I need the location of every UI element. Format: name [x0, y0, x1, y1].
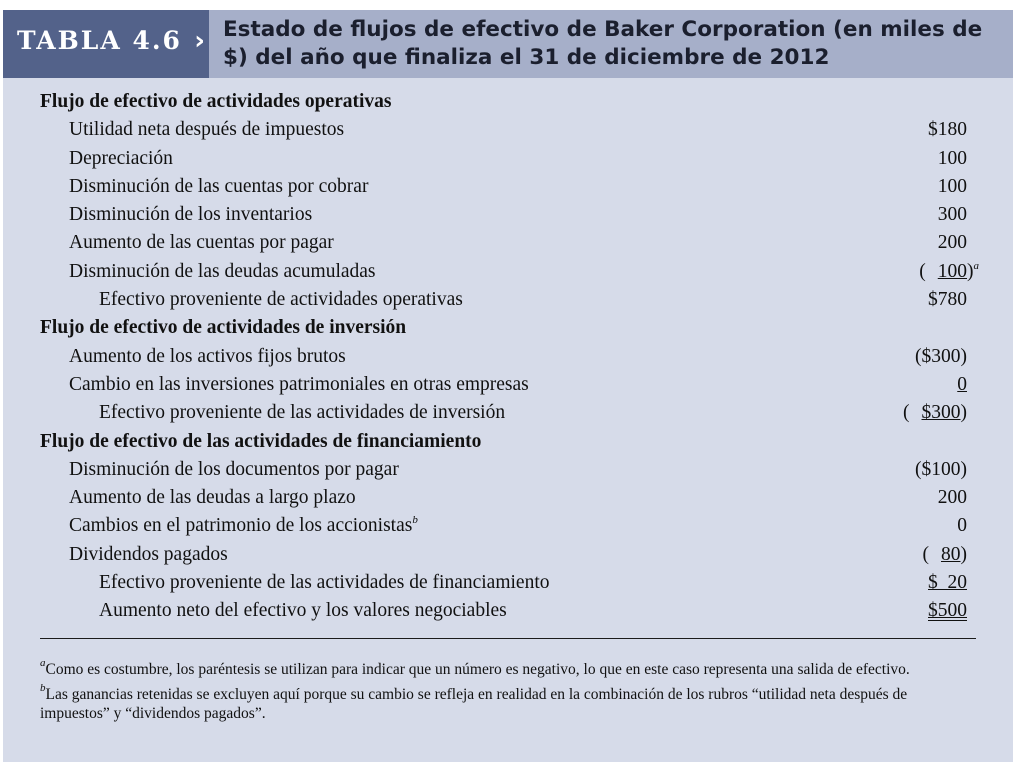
value-part: (: [922, 543, 929, 565]
table-row: [3, 343, 1013, 371]
row-label: [69, 343, 346, 371]
value-part: 200: [937, 232, 967, 254]
table-row: [3, 371, 1013, 399]
footnote-marker: a: [40, 657, 46, 669]
row-value: [928, 286, 967, 314]
value-part: 0: [957, 515, 967, 537]
row-label-text: Disminución de las cuentas por cobrar: [69, 175, 369, 197]
row-label-text: Cambios en el patrimonio de los accionistas: [69, 515, 413, 537]
value-part: $300: [921, 402, 961, 424]
value-part: 0: [957, 373, 967, 395]
footnote-text: Como es costumbre, los paréntesis se utilizan para indicar que un número es negativo, lo que en este caso representa una salida de efectivo.: [45, 661, 910, 678]
row-label: [99, 597, 507, 625]
cash-flow-rows: [3, 88, 1013, 626]
value-part: ($100): [915, 458, 967, 480]
row-label: [99, 569, 549, 597]
row-value: [903, 399, 967, 427]
row-value: [938, 484, 967, 512]
table-page: [3, 10, 1013, 762]
row-label-text: Aumento de las deudas a largo plazo: [69, 487, 356, 509]
row-label: [99, 286, 463, 314]
row-label: [99, 399, 505, 427]
row-value: [938, 201, 967, 229]
row-label-text: Cambio en las inversiones patrimoniales en otras empresas: [69, 373, 529, 395]
row-label: [40, 88, 392, 116]
value-part: (: [919, 260, 926, 282]
value-part: ($300): [915, 345, 967, 367]
table-row: [3, 484, 1013, 512]
row-label: [69, 116, 344, 144]
subtotal-row: [3, 597, 1013, 625]
row-label-text: Disminución de las deudas acumuladas: [69, 260, 376, 282]
value-part: (: [903, 402, 910, 424]
row-value: [915, 456, 967, 484]
value-part: 100: [937, 175, 967, 197]
value-part: ): [960, 543, 967, 565]
row-label-text: Depreciación: [69, 147, 173, 169]
value-part: $180: [928, 119, 967, 141]
table-row: [3, 201, 1013, 229]
footnote: [40, 682, 970, 723]
table-row: [3, 229, 1013, 257]
table-number: TABLA 4.6: [17, 26, 182, 55]
table-row: [3, 541, 1013, 569]
row-label: [69, 258, 376, 286]
row-label-text: Aumento neto del efectivo y los valores negociables: [99, 600, 507, 622]
row-label-text: Aumento de los activos fijos brutos: [69, 345, 346, 367]
value-part: 100: [937, 147, 967, 169]
subtotal-row: [3, 399, 1013, 427]
row-label: [69, 456, 399, 484]
row-label: [40, 314, 406, 342]
row-value: [919, 258, 979, 286]
table-row: [3, 258, 1013, 286]
row-label: [69, 541, 228, 569]
row-label: [69, 484, 356, 512]
row-label-text: Dividendos pagados: [69, 543, 228, 565]
row-label: [69, 145, 173, 173]
row-label-text: Utilidad neta después de impuestos: [69, 119, 345, 141]
footnote: [40, 657, 970, 679]
value-part: 300: [937, 204, 967, 226]
footnote-marker: b: [412, 514, 418, 527]
table-row: [3, 456, 1013, 484]
row-label: [69, 173, 368, 201]
row-label: [40, 428, 481, 456]
chevron-right-icon: ›: [194, 26, 205, 56]
footnotes: [40, 657, 970, 729]
table-row: [3, 512, 1013, 540]
value-part: ): [967, 260, 974, 282]
value-part: $780: [928, 289, 967, 311]
row-value: [938, 229, 967, 257]
subtotal-row: [3, 286, 1013, 314]
row-label-text: Efectivo proveniente de las actividades de inversión: [99, 402, 506, 424]
row-value: [923, 541, 968, 569]
footnote-marker: b: [40, 682, 46, 694]
footnote-divider: [40, 638, 976, 639]
row-label: [69, 229, 334, 257]
row-value: [938, 145, 967, 173]
row-value: [915, 343, 967, 371]
row-label: [69, 201, 312, 229]
row-label: [69, 371, 529, 399]
section-heading-row: [3, 428, 1013, 456]
value-part: 80: [941, 543, 961, 565]
value-part: $ 20: [928, 572, 967, 594]
row-value: [928, 116, 967, 144]
table-row: [3, 173, 1013, 201]
row-value: [928, 569, 967, 597]
row-value: [938, 173, 967, 201]
table-tag: [3, 10, 209, 78]
title-box: [209, 10, 1013, 78]
table-row: [3, 116, 1013, 144]
value-part: ): [960, 402, 967, 424]
footnote-text: Las ganancias retenidas se excluyen aquí porque su cambio se refleja en realidad en la combinación de los rubros “utilidad neta después de impuestos” y “dividendos pagados”.: [40, 686, 908, 722]
row-label-text: Disminución de los inventarios: [69, 204, 313, 226]
row-value: [921, 371, 967, 399]
row-label-text: Flujo de efectivo de actividades operativas: [40, 91, 392, 112]
value-part: $500: [928, 600, 967, 622]
row-value: [928, 597, 967, 625]
section-heading-row: [3, 314, 1013, 342]
row-label-text: Flujo de efectivo de las actividades de financiamiento: [40, 430, 482, 452]
row-label-text: Efectivo proveniente de actividades operativas: [99, 289, 463, 311]
table-row: [3, 145, 1013, 173]
row-label-text: Efectivo proveniente de las actividades de financiamiento: [99, 572, 550, 594]
subtotal-row: [3, 569, 1013, 597]
row-label-text: Disminución de los documentos por pagar: [69, 458, 399, 480]
table-header: [3, 10, 1013, 78]
value-part: 200: [937, 487, 967, 509]
row-label: [69, 512, 418, 540]
section-heading-row: [3, 88, 1013, 116]
row-value: [957, 512, 967, 540]
table-title: Estado de flujos de efectivo de Baker Corporation (en miles de $) del año que finaliza el 31 de diciembre de 2012: [223, 17, 983, 70]
value-part: 100: [937, 260, 967, 282]
row-label-text: Aumento de las cuentas por pagar: [69, 232, 334, 254]
footnote-marker: a: [973, 259, 979, 272]
row-label-text: Flujo de efectivo de actividades de inversión: [40, 317, 407, 339]
